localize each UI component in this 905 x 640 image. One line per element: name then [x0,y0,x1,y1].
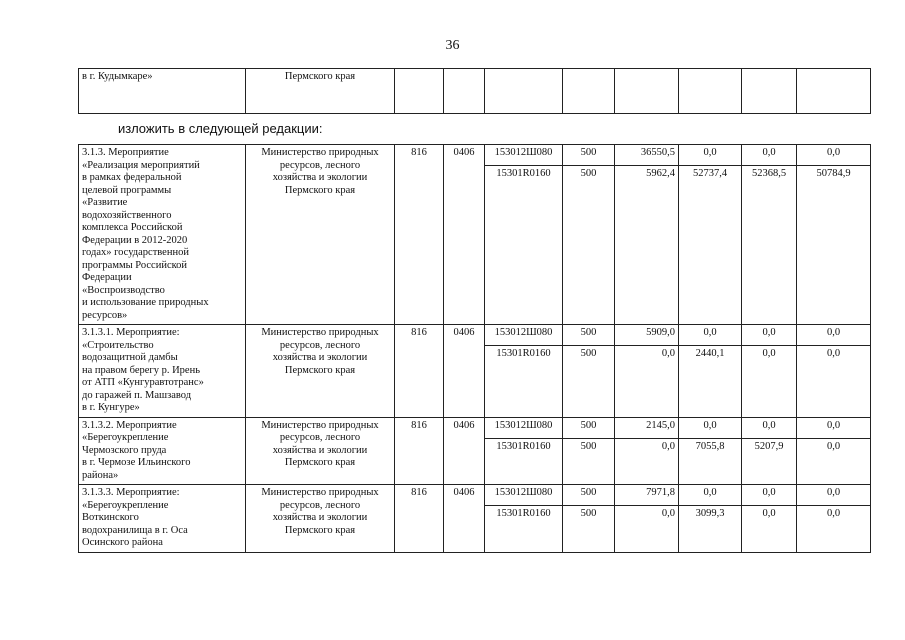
measure-name-line: водозащитной дамбы [82,352,178,363]
section-cell: 0406 [444,325,485,418]
target-article-cell: 15301R0160 [485,346,563,418]
grbs-cell: 816 [395,485,444,553]
target-article-cell: 153012Ш080 [485,417,563,438]
target-article-cell: 15301R0160 [485,438,563,485]
table-row [79,417,871,438]
measure-name-line: Осинского района [82,537,163,548]
expense-type-cell [563,69,615,114]
value-cell: 5962,4 [615,166,679,325]
grbs-cell: 816 [395,145,444,325]
budget-table [78,144,871,553]
value-cell [615,69,679,114]
measure-name-line: «Строительство [82,339,154,351]
measure-name-line: «Воспроизводство [82,284,165,296]
measure-name-cell [79,417,246,485]
measure-name-line: целевой программы [82,184,172,196]
value-cell: 0,0 [797,346,871,418]
section-cell: 0406 [444,145,485,325]
measure-name-line: программы Российской [82,259,188,271]
measure-name-cell [79,145,246,325]
previous-table-fragment [78,68,871,114]
organization-line: Министерство природных [261,147,379,158]
organization-line: Министерство природных [261,419,379,431]
value-cell: 0,0 [615,506,679,553]
measure-name-line: 3.1.3.2. Мероприятие [82,419,177,431]
target-article-cell: 153012Ш080 [485,325,563,346]
organization-line: Пермского края [284,457,356,468]
expense-type-cell: 500 [563,417,615,438]
organization-cell: Пермского края [246,69,395,114]
section-cell [444,69,485,114]
measure-name-cell [79,485,246,553]
expense-type-cell: 500 [563,485,615,506]
measure-name-line: и использование природных [82,297,209,308]
measure-name-line: Чермозского пруда [82,444,167,456]
measure-name-line: «Реализация мероприятий [82,159,200,171]
organization-line: Министерство природных [261,487,379,498]
measure-name-line: 3.1.3.1. Мероприятие: [82,327,180,338]
value-cell: 2440,1 [679,346,742,418]
expense-type-cell: 500 [563,166,615,325]
measure-name-line: 3.1.3.3. Мероприятие: [82,487,180,498]
value-cell: 7055,8 [679,438,742,485]
organization-line: хозяйства и экологии [272,352,368,363]
organization-line: Пермского края [284,184,356,196]
expense-type-cell: 500 [563,346,615,418]
value-cell: 0,0 [797,417,871,438]
value-cell: 0,0 [742,325,797,346]
expense-type-cell: 500 [563,145,615,166]
measure-name-line: в рамках федеральной [82,172,182,183]
organization-line: ресурсов, лесного [279,159,361,171]
value-cell: 7971,8 [615,485,679,506]
value-cell: 0,0 [679,485,742,506]
measure-name-line: до гаражей п. Машзавод [82,389,192,401]
intro-text: изложить в следующей редакции: [118,121,323,136]
page-number: 36 [445,38,460,53]
organization-cell [246,145,395,325]
measure-name-line: «Развитие [82,197,128,208]
value-cell: 0,0 [615,438,679,485]
value-cell: 0,0 [679,417,742,438]
organization-cell [246,485,395,553]
value-cell: 5207,9 [742,438,797,485]
value-cell: 0,0 [679,325,742,346]
measure-name-line: Федерации [82,272,132,283]
target-article-cell: 15301R0160 [485,506,563,553]
value-cell: 0,0 [615,346,679,418]
measure-name-line: на правом берегу р. Ирень [82,364,200,376]
value-cell: 0,0 [742,506,797,553]
measure-name-line: от АТП «Кунгуравтотранс» [82,377,204,388]
value-cell: 3099,3 [679,506,742,553]
organization-cell [246,417,395,485]
expense-type-cell: 500 [563,325,615,346]
target-article-cell [485,69,563,114]
table-row [79,325,871,346]
value-cell: 0,0 [742,417,797,438]
value-cell: 0,0 [797,438,871,485]
value-cell: 2145,0 [615,417,679,438]
value-cell: 5909,0 [615,325,679,346]
measure-name-line: Федерации в 2012-2020 [82,234,188,246]
grbs-cell [395,69,444,114]
organization-line: ресурсов, лесного [279,499,361,511]
grbs-cell: 816 [395,325,444,418]
measure-name-line: комплекса Российской [82,222,183,233]
value-cell: 0,0 [797,145,871,166]
measure-name-line: «Берегоукрепление [82,432,169,443]
organization-line: Пермского края [284,524,356,536]
table-row [79,145,871,166]
value-cell: 0,0 [742,485,797,506]
measure-name-cell: в г. Кудымкаре» [79,69,246,114]
organization-line: ресурсов, лесного [279,339,361,351]
value-cell [797,69,871,114]
table-row [79,69,871,114]
value-cell: 52368,5 [742,166,797,325]
target-article-cell: 153012Ш080 [485,485,563,506]
organization-line: ресурсов, лесного [279,432,361,443]
expense-type-cell: 500 [563,438,615,485]
measure-name-line: 3.1.3. Мероприятие [82,147,169,158]
measure-name-line: водохранилища в г. Оса [82,524,188,536]
value-cell: 0,0 [679,145,742,166]
value-cell: 36550,5 [615,145,679,166]
value-cell: 50784,9 [797,166,871,325]
organization-cell [246,325,395,418]
measure-name-line: Воткинского [82,512,139,523]
value-cell [742,69,797,114]
value-cell: 52737,4 [679,166,742,325]
value-cell [679,69,742,114]
value-cell: 0,0 [797,325,871,346]
section-cell: 0406 [444,417,485,485]
measure-name-line: в г. Чермозе Ильинского [82,457,191,468]
measure-name-line: «Берегоукрепление [82,499,169,511]
expense-type-cell: 500 [563,506,615,553]
value-cell: 0,0 [797,506,871,553]
measure-name-line: годах» государственной [82,247,189,258]
table-row [79,485,871,506]
measure-name-cell [79,325,246,418]
value-cell: 0,0 [742,346,797,418]
value-cell: 0,0 [742,145,797,166]
organization-line: Пермского края [284,364,356,376]
grbs-cell: 816 [395,417,444,485]
target-article-cell: 153012Ш080 [485,145,563,166]
section-cell: 0406 [444,485,485,553]
target-article-cell: 15301R0160 [485,166,563,325]
measure-name-line: района» [82,469,119,481]
organization-line: Министерство природных [261,327,379,338]
organization-line: хозяйства и экологии [272,444,368,456]
measure-name-line: водохозяйственного [82,209,172,221]
measure-name-line: в г. Кунгуре» [82,402,140,413]
value-cell: 0,0 [797,485,871,506]
organization-line: хозяйства и экологии [272,512,368,523]
organization-line: хозяйства и экологии [272,172,368,183]
measure-name-line: ресурсов» [82,309,128,321]
